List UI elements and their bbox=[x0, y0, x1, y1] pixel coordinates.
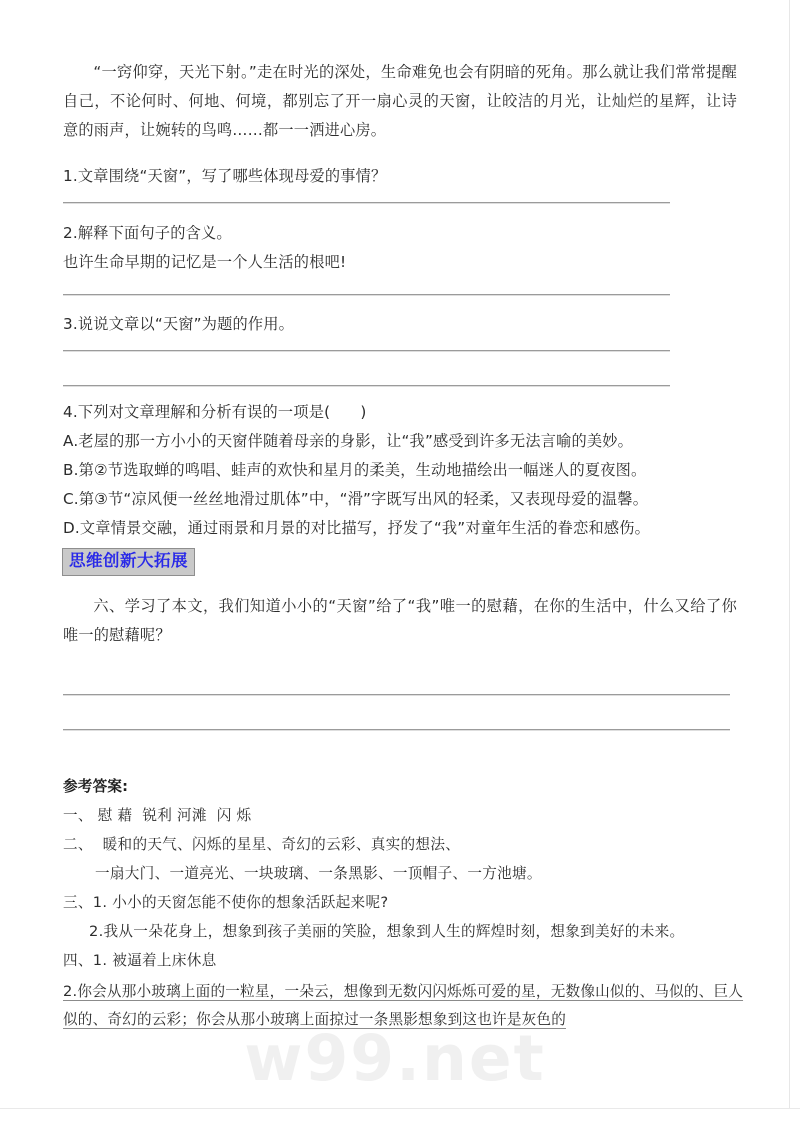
answer-item-2: 二、 暖和的天气、闪烁的星星、奇幻的云彩、真实的想法、 bbox=[63, 836, 461, 853]
question-4-option-c[interactable]: C.第③节“凉风便一丝丝地滑过肌体”中，“滑”字既写出风的轻柔，又表现母爱的温馨。 bbox=[63, 490, 649, 508]
passage-paragraph: “一窍仰穿，天光下射。”走在时光的深处，生命难免也会有阴暗的死角。那么就让我们常常提醒自己，不论何时、何地、何境，都别忘了开一扇心灵的天窗，让皎洁的月光，让灿烂的星辉，让诗意的雨声，让婉转的鸟鸣……都一一洒进心房。 bbox=[63, 63, 737, 139]
answer-item-3: 三、1. 小小的天窗怎能不使你的想象活跃起来呢? bbox=[63, 894, 389, 911]
section-badge-thinking-expansion: 思维创新大拓展 bbox=[62, 548, 195, 576]
question-1-text: 1.文章围绕“天窗”，写了哪些体现母爱的事情？ bbox=[63, 167, 387, 185]
question-4-text: 4.下列对文章理解和分析有误的一项是( ) bbox=[63, 403, 367, 421]
question-4-option-d[interactable]: D.文章情景交融，通过雨景和月景的对比描写，抒发了“我”对童年生活的眷恋和感伤。 bbox=[63, 519, 651, 537]
watermark-text: w99.net bbox=[244, 1022, 546, 1095]
extension-question-text: 六、学习了本文，我们知道小小的“天窗”给了“我”唯一的慰藉，在你的生活中，什么又给了你唯一的慰藉呢？ bbox=[63, 597, 737, 644]
answer-rule-2[interactable] bbox=[63, 294, 670, 295]
question-4-option-b[interactable]: B.第②节选取蝉的鸣唱、蛙声的欢快和星月的柔美，生动地描绘出一幅迷人的夏夜图。 bbox=[63, 461, 647, 479]
answer-item-4: 四、1. 被逼着上床休息 bbox=[63, 952, 217, 969]
reference-answers-heading: 参考答案: bbox=[63, 778, 129, 795]
answer-item-4-continued: 2.你会从那小玻璃上面的一粒星，一朵云，想像到无数闪闪烁烁可爱的星，无数像山似的、马似的、巨人似的、奇幻的云彩；你会从那小玻璃上面掠过一条黑影想象到这也许是灰色的 bbox=[63, 983, 744, 1028]
answer-rule-5[interactable] bbox=[63, 694, 730, 695]
question-3-text: 3.说说文章以“天窗”为题的作用。 bbox=[63, 315, 295, 333]
answer-item-1: 一、 慰 藉 锐利 河滩 闪 烁 bbox=[63, 807, 252, 824]
question-2-quote: 也许生命早期的记忆是一个人生活的根吧! bbox=[63, 253, 347, 271]
question-4-option-a[interactable]: A.老屋的那一方小小的天窗伴随着母亲的身影，让“我”感受到许多无法言喻的美妙。 bbox=[63, 432, 634, 450]
answer-rule-1[interactable] bbox=[63, 202, 670, 203]
answer-item-3-continued: 2.我从一朵花身上，想象到孩子美丽的笑脸，想象到人生的辉煌时刻，想象到美好的未来。 bbox=[89, 923, 685, 940]
answer-rule-4[interactable] bbox=[63, 385, 670, 386]
answer-rule-3[interactable] bbox=[63, 350, 670, 351]
page-right-edge bbox=[789, 0, 800, 1137]
question-2-text: 2.解释下面句子的含义。 bbox=[63, 224, 232, 242]
answer-item-2-continued: 一扇大门、一道亮光、一块玻璃、一条黑影、一顶帽子、一方池塘。 bbox=[95, 865, 542, 882]
answer-rule-6[interactable] bbox=[63, 729, 730, 730]
